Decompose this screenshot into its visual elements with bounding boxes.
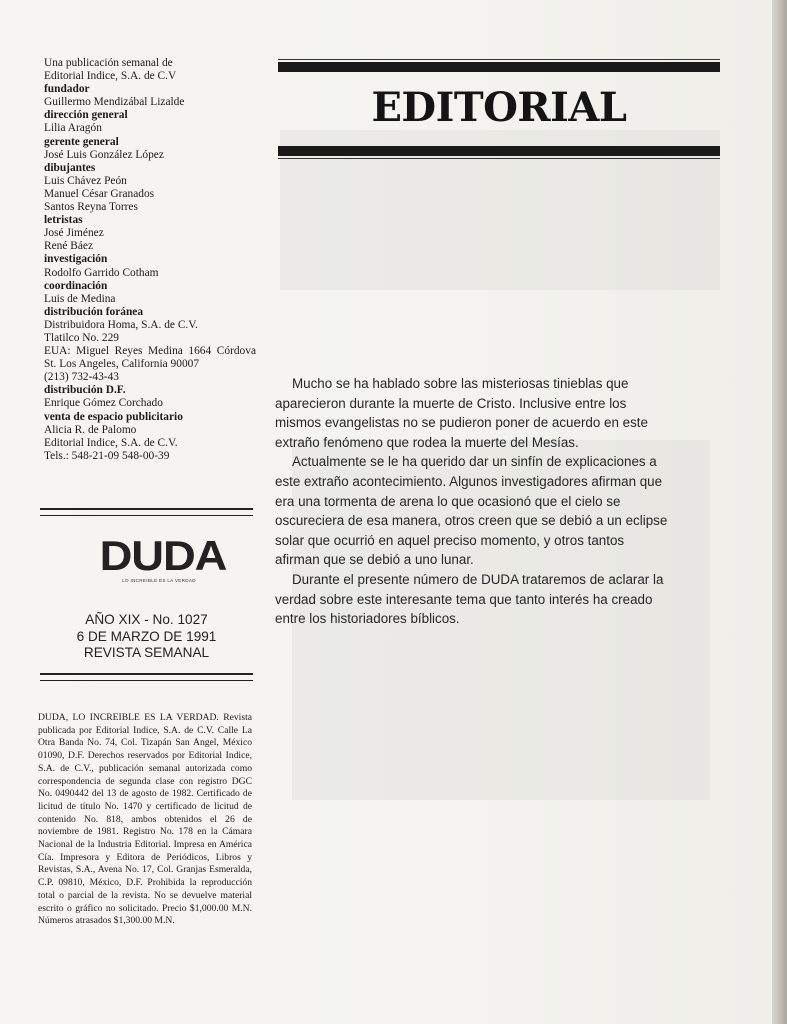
credit-role: venta de espacio publicitario [44,410,183,423]
credits-masthead [44,57,256,463]
issue-date: 6 DE MARZO DE 1991 [76,628,217,644]
credit-name: Tels.: 548-21-09 548-00-39 [44,449,170,462]
credit-name: Alicia R. de Palomo [44,423,137,436]
credit-name: Editorial Indice, S.A. de C.V [44,70,177,83]
credit-name: Luis Chávez Peón [44,174,127,187]
credit-role: gerente general [44,135,119,148]
credit-name: Editorial Indice, S.A. de C.V. [44,436,178,449]
credit-name: Una publicación semanal de [44,57,173,69]
credit-role: investigación [44,253,108,266]
credit-role: dibujantes [44,161,96,174]
credit-role: letristas [44,214,83,227]
editorial-paragraph: Durante el presente número de DUDA trataremos de aclarar la verdad sobre este interesante tema que tanto interés ha creado entre los historiadores bíblicos. [275,571,664,627]
editorial-paragraph: Mucho se ha hablado sobre las misteriosas tinieblas que aparecieron durante la muerte de Cristo. Inclusive entre los mismos evangelistas no se pudieron poner de acuerdo en este extraño fenómeno que rodea la muerte del Mesías. [275,376,648,450]
issue-number: AÑO XIX - No. 1027 [85,612,208,627]
logo-tagline: LO INCREIBLE ES LA VERDAD [122,578,196,583]
issue-info [40,612,253,662]
page-edge-shadow [772,0,787,1024]
credit-name: Santos Reyna Torres [44,201,138,214]
credit-name: Enrique Gómez Corchado [44,397,163,410]
credit-name: José Jiménez [44,227,104,240]
credit-name: Tlatilco No. 229 [44,331,119,344]
credit-name: (213) 732-43-43 [44,371,119,384]
credit-name: EUA: Miguel Reyes Medina 1664 Córdova St. Los Angeles, California 90007 [44,345,256,371]
credit-name: René Báez [44,240,94,253]
divider-top [40,508,253,516]
credit-role: dirección general [44,109,128,122]
editorial-body [275,374,670,629]
duda-logo [99,532,227,583]
title-rule-top [278,62,720,72]
credit-name: José Luis González López [44,148,164,161]
credit-name: Lilia Aragón [44,122,102,135]
credit-role: distribución D.F. [44,384,126,397]
legal-notice: DUDA, LO INCREIBLE ES LA VERDAD. Revista publicada por Editorial Indice, S.A. de C.V. Calle La Otra Banda No. 74, Col. Tizapán San Angel, México 01090, D.F. Derechos reservados por Editorial Indice, S.A. de C.V., publicación semanal autorizada como correspondencia de segunda clase con registro DGC No. 0490442 del 13 de agosto de 1982. Certificado de licitud de título No. 1470 y certificado de licitud de contenido No. 818, ambos obtenidos el 26 de noviembre de 1981. Registro No. 178 en la Cámara Nacional de la Industria Editorial. Impresa en América Cía. Impresora y Editora de Periódicos, Libros y Revistas, S.A., Avena No. 17, Col. Granjas Esmeralda, C.P. 09810, México, D.F. Prohibida la reproducción total o parcial de la revista. No se devuelve material escrito o gráfico no solicitado. Precio $1,000.00 M.N. Números atrasados $1,300.00 M.N. [38,712,252,927]
page-title: EDITORIAL [371,84,627,131]
title-rule-bottom [278,146,720,156]
issue-type: REVISTA SEMANAL [83,645,210,660]
credit-name: Guillermo Mendizábal Lizalde [44,96,185,109]
logo-word: DUDA [99,532,227,579]
credit-name: Luis de Medina [44,292,116,305]
credit-name: Rodolfo Garrido Cotham [44,266,159,279]
credit-role: coordinación [44,279,108,292]
credit-role: distribución foránea [44,305,144,318]
credit-name: Distribuidora Homa, S.A. de C.V. [44,318,198,331]
editorial-paragraph: Actualmente se le ha querido dar un sinfín de explicaciones a este extraño acontecimiento. Algunos investigadores afirman que era una tormenta de arena lo que ocasionó que el cielo se oscureciera de esa manera, otros creen que se debió a un eclipse solar que ocurrió en aquel preciso momento, y otros tantos afirman que se debió a uno lunar. [275,454,668,568]
divider-bottom [40,673,253,681]
credit-name: Manuel César Granados [44,187,155,200]
credit-role: fundador [44,83,90,96]
